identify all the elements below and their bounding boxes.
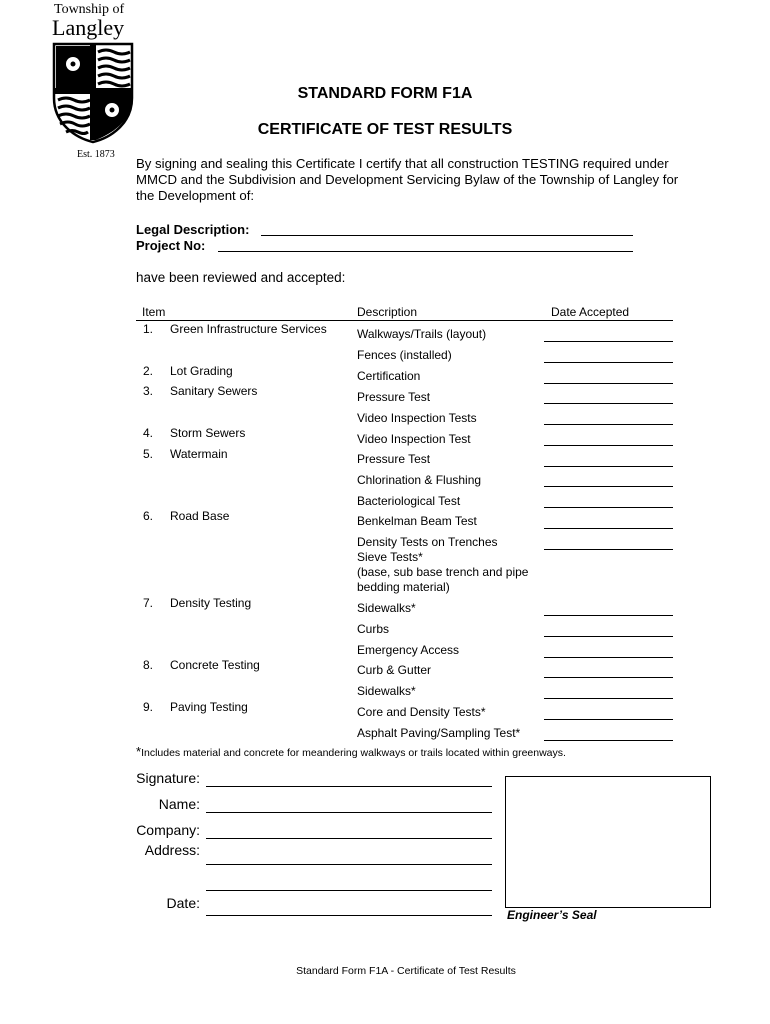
project-no-label: Project No: xyxy=(136,238,206,253)
date-accepted-field[interactable] xyxy=(544,636,673,637)
date-accepted-field[interactable] xyxy=(544,383,673,384)
item-number: 8. xyxy=(143,658,154,672)
item-name: Density Testing xyxy=(170,596,252,610)
date-accepted-field[interactable] xyxy=(544,445,673,446)
legal-description-label: Legal Description: xyxy=(136,222,250,237)
test-description: Benkelman Beam Test xyxy=(357,514,477,528)
test-description: Fences (installed) xyxy=(357,348,452,362)
item-number: 5. xyxy=(143,447,154,461)
date-field[interactable] xyxy=(206,915,492,916)
test-description: Curbs xyxy=(357,622,390,636)
test-description: Emergency Access xyxy=(357,643,460,657)
date-accepted-field[interactable] xyxy=(544,341,673,342)
item-number: 9. xyxy=(143,700,154,714)
test-description: Sidewalks* xyxy=(357,684,416,698)
footnote: *Includes material and concrete for meandering walkways or trails located within greenways. xyxy=(136,744,566,759)
address-field-line2[interactable] xyxy=(206,890,492,891)
item-name: Sanitary Sewers xyxy=(170,384,258,398)
test-description: Sieve Tests* xyxy=(357,550,423,564)
item-name: Storm Sewers xyxy=(170,426,246,440)
intro-paragraph: By signing and sealing this Certificate I certify that all construction TESTING required under MMCD and the Subdivision and Development Servicing Bylaw of the Township of Langley for the Development of: xyxy=(136,156,679,203)
item-number: 3. xyxy=(143,384,154,398)
date-accepted-field[interactable] xyxy=(544,486,673,487)
signature-label: Signature: xyxy=(136,770,200,786)
logo-line1: Township of xyxy=(54,2,125,17)
test-description: Density Tests on Trenches xyxy=(357,535,498,549)
date-accepted-field[interactable] xyxy=(544,615,673,616)
date-accepted-field[interactable] xyxy=(544,549,673,550)
engineer-seal-box[interactable] xyxy=(505,776,711,908)
test-description: Video Inspection Tests xyxy=(357,411,477,425)
test-description: Chlorination & Flushing xyxy=(357,473,482,487)
company-label: Company: xyxy=(136,822,200,838)
test-description: bedding material) xyxy=(357,580,450,594)
date-accepted-field[interactable] xyxy=(544,698,673,699)
date-accepted-field[interactable] xyxy=(544,362,673,363)
item-name: Road Base xyxy=(170,509,230,523)
item-name: Lot Grading xyxy=(170,364,233,378)
date-accepted-field[interactable] xyxy=(544,507,673,508)
item-number: 4. xyxy=(143,426,154,440)
name-label: Name: xyxy=(158,796,200,812)
project-no-field[interactable] xyxy=(218,251,633,252)
test-description: Video Inspection Test xyxy=(357,432,471,446)
date-accepted-column-header: Date Accepted xyxy=(551,305,630,319)
date-label: Date: xyxy=(166,895,200,911)
item-number: 1. xyxy=(143,322,154,336)
reviewed-text: have been reviewed and accepted: xyxy=(136,270,346,285)
test-description: Pressure Test xyxy=(357,390,431,404)
test-description: Walkways/Trails (layout) xyxy=(357,327,487,341)
page-footer: Standard Form F1A - Certificate of Test Results xyxy=(296,965,516,977)
test-description: (base, sub base trench and pipe xyxy=(357,565,529,579)
address-field-line1[interactable] xyxy=(206,864,492,865)
test-description: Bacteriological Test xyxy=(357,494,461,508)
date-accepted-field[interactable] xyxy=(544,528,673,529)
date-accepted-field[interactable] xyxy=(544,466,673,467)
date-accepted-field[interactable] xyxy=(544,677,673,678)
date-accepted-field[interactable] xyxy=(544,719,673,720)
address-label: Address: xyxy=(144,842,200,858)
item-number: 7. xyxy=(143,596,154,610)
test-description: Asphalt Paving/Sampling Test* xyxy=(357,726,521,740)
engineer-seal-label: Engineer’s Seal xyxy=(507,908,597,922)
company-field[interactable] xyxy=(206,838,492,839)
date-accepted-field[interactable] xyxy=(544,403,673,404)
test-description: Pressure Test xyxy=(357,452,431,466)
item-number: 2. xyxy=(143,364,154,378)
description-column-header: Description xyxy=(357,305,418,319)
table-header-rule xyxy=(136,320,673,321)
date-accepted-field[interactable] xyxy=(544,740,673,741)
item-column-header: Item xyxy=(142,305,166,319)
test-description: Curb & Gutter xyxy=(357,663,432,677)
date-accepted-field[interactable] xyxy=(544,657,673,658)
signature-field[interactable] xyxy=(206,786,492,787)
logo-line2: Langley xyxy=(52,15,125,40)
test-description: Sidewalks* xyxy=(357,601,416,615)
certificate-title: CERTIFICATE OF TEST RESULTS xyxy=(257,121,513,138)
item-number: 6. xyxy=(143,509,154,523)
item-name: Paving Testing xyxy=(170,700,248,714)
item-name: Green Infrastructure Services xyxy=(170,322,327,336)
form-title: STANDARD FORM F1A xyxy=(297,85,473,102)
logo-established: Est. 1873 xyxy=(77,149,115,160)
name-field[interactable] xyxy=(206,812,492,813)
legal-description-field[interactable] xyxy=(261,235,633,236)
item-name: Watermain xyxy=(170,447,228,461)
date-accepted-field[interactable] xyxy=(544,424,673,425)
item-name: Concrete Testing xyxy=(170,658,260,672)
test-description: Core and Density Tests* xyxy=(357,705,486,719)
test-description: Certification xyxy=(357,369,421,383)
